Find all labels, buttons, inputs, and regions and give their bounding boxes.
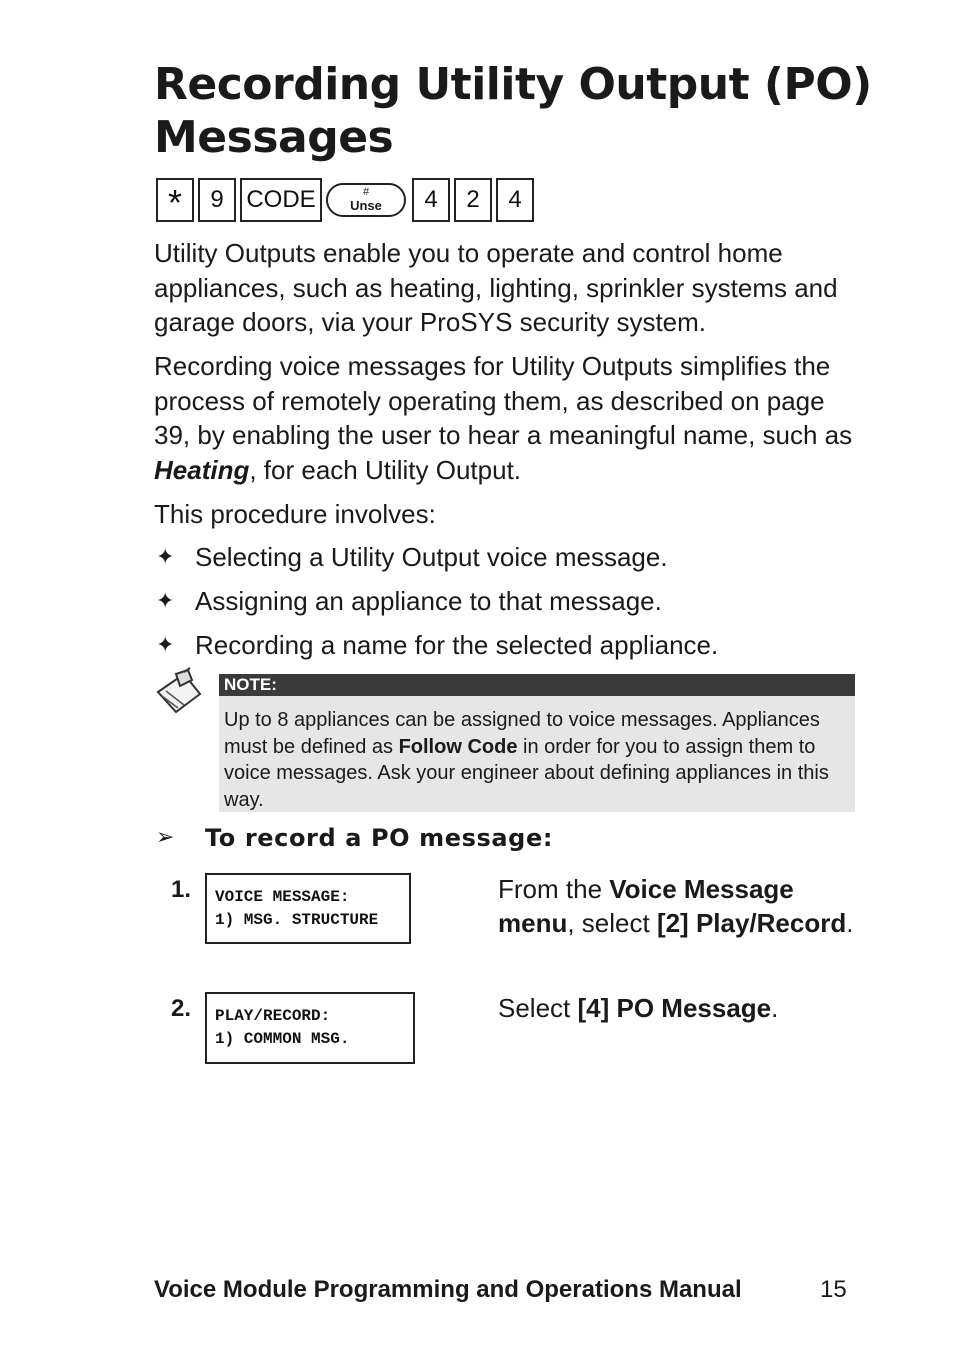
description-text-start: Recording voice messages for Utility Outputs simplifies the process of remotely operating them, as described on page 39, by enabling the user to hear a meaningful name, such as: [154, 351, 853, 450]
footer-title: Voice Module Programming and Operations Manual: [154, 1276, 742, 1303]
star-bullet-icon: ✦: [156, 588, 175, 613]
procedure-title: To record a PO message:: [205, 824, 554, 852]
step-text: Select: [498, 993, 578, 1023]
page-number: 15: [820, 1276, 847, 1303]
lcd-line: PLAY/RECORD:: [215, 1007, 331, 1025]
step-instruction: [498, 991, 858, 1025]
list-item: [156, 627, 856, 671]
key-4: 4: [412, 178, 450, 222]
star-bullet-icon: ✦: [156, 632, 175, 657]
heating-example: Heating: [154, 454, 250, 485]
description-text-end: , for each Utility Output.: [249, 454, 522, 485]
note-pad-icon: [154, 666, 206, 716]
page-title: Recording Utility Output (PO) Messages: [154, 59, 872, 163]
bullet-list: [156, 539, 856, 671]
list-item-text: Assigning an appliance to that message.: [195, 586, 662, 616]
step-number: 1.: [171, 876, 192, 903]
step-text: .: [771, 993, 779, 1023]
key-4-second: 4: [496, 178, 534, 222]
note-text-start: Up to 8 appliances can be assigned to voice messages. Appliances must be defined as: [224, 709, 820, 758]
unset-key-hash: #: [362, 186, 370, 198]
intro-paragraph: Utility Outputs enable you to operate and control home appliances, such as heating, lighting, sprinkler systems and garage doors, via your ProSYS security system.: [154, 238, 838, 337]
list-item-text: Recording a name for the selected appliance.: [195, 630, 719, 660]
option-name: [4] PO Message: [577, 993, 772, 1023]
list-item: [156, 539, 856, 583]
lcd-line: VOICE MESSAGE:: [215, 888, 350, 906]
step-text: .: [846, 908, 854, 938]
lcd-line: 1) COMMON MSG.: [215, 1030, 350, 1048]
note-heading: NOTE:: [219, 674, 855, 696]
procedure-intro: This procedure involves:: [154, 499, 436, 529]
step-text: , select: [567, 908, 657, 938]
list-item-text: Selecting a Utility Output voice message.: [195, 542, 668, 572]
note-text-end: in order for you to assign them to voice messages. Ask your engineer about defining appliances in this way.: [224, 735, 829, 811]
step-number: 2.: [171, 995, 192, 1022]
key-sequence: [156, 178, 538, 222]
step-text: From the: [498, 874, 610, 904]
unset-key: [326, 183, 406, 217]
star-bullet-icon: ✦: [156, 544, 175, 569]
step-instruction: [498, 872, 858, 940]
key-star: *: [156, 178, 194, 222]
key-2: 2: [454, 178, 492, 222]
description-paragraph: [154, 349, 854, 487]
follow-code-term: Follow Code: [398, 735, 518, 758]
key-code: CODE: [240, 178, 322, 222]
lcd-line: 1) MSG. STRUCTURE: [215, 911, 379, 929]
lcd-display: [205, 992, 415, 1064]
unset-key-label: Unse: [350, 198, 382, 213]
list-item: [156, 583, 856, 627]
menu-name: Voice Message menu: [498, 874, 794, 938]
option-name: [2] Play/Record: [656, 908, 847, 938]
key-9: 9: [198, 178, 236, 222]
note-body: [219, 696, 855, 812]
arrow-icon: ➢: [156, 825, 175, 850]
lcd-display: [205, 873, 411, 944]
